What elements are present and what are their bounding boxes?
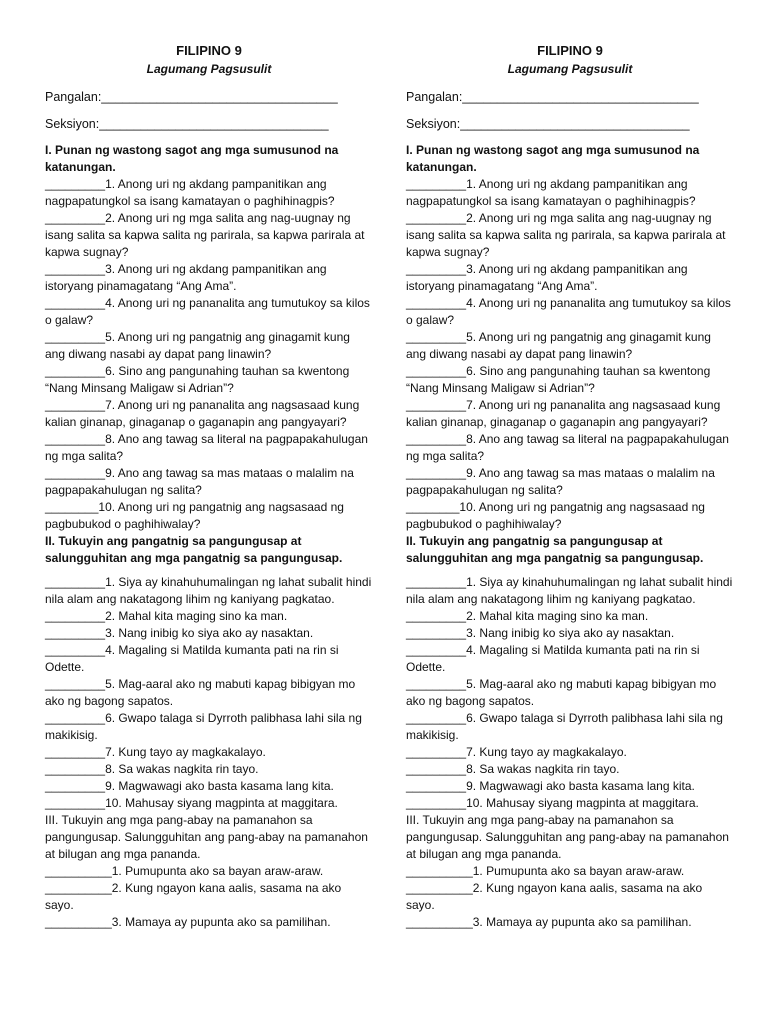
part2-item: _________6. Gwapo talaga si Dyrroth palibhasa lahi sila ng makikisig. xyxy=(406,711,723,742)
part1-item: _________9. Ano ang tawag sa mas mataas o malalim na pagpapakahulugan ng salita? xyxy=(406,466,715,497)
part3-item: __________1. Pumupunta ako sa bayan araw-araw. xyxy=(406,864,685,878)
part1-item: ________10. Anong uri ng pangatnig ang nagsasaad ng pagbubukod o paghihiwalay? xyxy=(406,500,705,531)
part2-item: _________7. Kung tayo ay magkakalayo. xyxy=(406,745,627,759)
quiz-title: FILIPINO 9 xyxy=(176,43,242,58)
part2-item: _________8. Sa wakas nagkita rin tayo. xyxy=(406,762,620,776)
part1-item: _________1. Anong uri ng akdang pampanitikan ang nagpapatungkol sa isang kamatayan o paghihinagpis? xyxy=(45,177,335,208)
part2-heading: II. Tukuyin ang pangatnig sa pangungusap at salungguhitan ang mga pangatnig sa pangungusap. xyxy=(406,534,704,565)
quiz-body xyxy=(45,142,373,931)
part2-item: _________5. Mag-aaral ako ng mabuti kapag bibigyan mo ako ng bagong sapatos. xyxy=(45,677,356,708)
part3-item: __________3. Mamaya ay pupunta ako sa pamilihan. xyxy=(45,915,331,929)
part2-item: _________8. Sa wakas nagkita rin tayo. xyxy=(45,762,259,776)
part2-item: _________4. Magaling si Matilda kumanta pati na rin si Odette. xyxy=(406,643,700,674)
part3-item: __________3. Mamaya ay pupunta ako sa pamilihan. xyxy=(406,915,692,929)
part2-item: _________6. Gwapo talaga si Dyrroth palibhasa lahi sila ng makikisig. xyxy=(45,711,362,742)
part2-item: _________1. Siya ay kinahuhumalingan ng lahat subalit hindi nila alam ang nakatagong lihim ng kaniyang pagkatao. xyxy=(45,575,372,606)
part2-item: _________2. Mahal kita maging sino ka man. xyxy=(406,609,649,623)
section-field[interactable]: Seksiyon:_________________________________ xyxy=(406,117,690,131)
part2-item: _________7. Kung tayo ay magkakalayo. xyxy=(45,745,266,759)
part1-item: _________5. Anong uri ng pangatnig ang ginagamit kung ang diwang nasabi ay dapat pang linawin? xyxy=(45,330,350,361)
part1-item: _________7. Anong uri ng pananalita ang nagsasaad kung kalian ginanap, ginaganap o gaganapin ang pangyayari? xyxy=(45,398,360,429)
part3-item: __________1. Pumupunta ako sa bayan araw-araw. xyxy=(45,864,324,878)
part2-item: _________1. Siya ay kinahuhumalingan ng lahat subalit hindi nila alam ang nakatagong lihim ng kaniyang pagkatao. xyxy=(406,575,733,606)
section-field[interactable]: Seksiyon:_________________________________ xyxy=(45,117,329,131)
name-field[interactable]: Pangalan:__________________________________ xyxy=(45,90,338,104)
part1-item: _________3. Anong uri ng akdang pampanitikan ang istoryang pinamagatang “Ang Ama”. xyxy=(45,262,327,293)
part1-item: _________5. Anong uri ng pangatnig ang ginagamit kung ang diwang nasabi ay dapat pang linawin? xyxy=(406,330,711,361)
part1-heading: I. Punan ng wastong sagot ang mga sumusunod na katanungan. xyxy=(45,143,339,174)
part3-heading: III. Tukuyin ang mga pang-abay na pamanahon sa pangungusap. Salungguhitan ang pang-abay na pamanahon at bilugan ang mga pananda. xyxy=(45,813,368,861)
part2-item: _________4. Magaling si Matilda kumanta pati na rin si Odette. xyxy=(45,643,339,674)
part2-item: _________9. Magwawagi ako basta kasama lang kita. xyxy=(406,779,695,793)
part1-item: _________4. Anong uri ng pananalita ang tumutukoy sa kilos o galaw? xyxy=(45,296,370,327)
quiz-title: FILIPINO 9 xyxy=(537,43,603,58)
quiz-body xyxy=(406,142,734,931)
name-field[interactable]: Pangalan:__________________________________ xyxy=(406,90,699,104)
part1-item: _________1. Anong uri ng akdang pampanitikan ang nagpapatungkol sa isang kamatayan o paghihinagpis? xyxy=(406,177,696,208)
part1-item: _________8. Ano ang tawag sa literal na pagpapakahulugan ng mga salita? xyxy=(45,432,368,463)
part1-item: _________6. Sino ang pangunahing tauhan sa kwentong “Nang Minsang Maligaw si Adrian”? xyxy=(45,364,350,395)
part1-item: ________10. Anong uri ng pangatnig ang nagsasaad ng pagbubukod o paghihiwalay? xyxy=(45,500,344,531)
part2-item: _________2. Mahal kita maging sino ka man. xyxy=(45,609,288,623)
part3-item: __________2. Kung ngayon kana aalis, sasama na ako sayo. xyxy=(45,881,342,912)
part1-item: _________2. Anong uri ng mga salita ang nag-uugnay ng isang salita sa kapwa salita ng parirala, sa kapwa parirala at kapwa sugnay? xyxy=(45,211,365,259)
part2-heading: II. Tukuyin ang pangatnig sa pangungusap at salungguhitan ang mga pangatnig sa pangungusap. xyxy=(45,534,343,565)
part2-item: _________9. Magwawagi ako basta kasama lang kita. xyxy=(45,779,334,793)
part1-item: _________2. Anong uri ng mga salita ang nag-uugnay ng isang salita sa kapwa salita ng parirala, sa kapwa parirala at kapwa sugnay? xyxy=(406,211,726,259)
part2-item: _________10. Mahusay siyang magpinta at maggitara. xyxy=(45,796,338,810)
part2-item: _________5. Mag-aaral ako ng mabuti kapag bibigyan mo ako ng bagong sapatos. xyxy=(406,677,717,708)
part2-item: _________3. Nang inibig ko siya ako ay nasaktan. xyxy=(406,626,675,640)
part1-item: _________7. Anong uri ng pananalita ang nagsasaad kung kalian ginanap, ginaganap o gaganapin ang pangyayari? xyxy=(406,398,721,429)
part3-heading: III. Tukuyin ang mga pang-abay na pamanahon sa pangungusap. Salungguhitan ang pang-abay na pamanahon at bilugan ang mga pananda. xyxy=(406,813,729,861)
part1-heading: I. Punan ng wastong sagot ang mga sumusunod na katanungan. xyxy=(406,143,700,174)
quiz-subtitle: Lagumang Pagsusulit xyxy=(507,62,633,76)
part1-item: _________6. Sino ang pangunahing tauhan sa kwentong “Nang Minsang Maligaw si Adrian”? xyxy=(406,364,711,395)
quiz-subtitle: Lagumang Pagsusulit xyxy=(146,62,272,76)
part1-item: _________4. Anong uri ng pananalita ang tumutukoy sa kilos o galaw? xyxy=(406,296,731,327)
part2-item: _________10. Mahusay siyang magpinta at maggitara. xyxy=(406,796,699,810)
part1-item: _________8. Ano ang tawag sa literal na pagpapakahulugan ng mga salita? xyxy=(406,432,729,463)
part2-item: _________3. Nang inibig ko siya ako ay nasaktan. xyxy=(45,626,314,640)
part1-item: _________9. Ano ang tawag sa mas mataas o malalim na pagpapakahulugan ng salita? xyxy=(45,466,354,497)
part3-item: __________2. Kung ngayon kana aalis, sasama na ako sayo. xyxy=(406,881,703,912)
part1-item: _________3. Anong uri ng akdang pampanitikan ang istoryang pinamagatang “Ang Ama”. xyxy=(406,262,688,293)
